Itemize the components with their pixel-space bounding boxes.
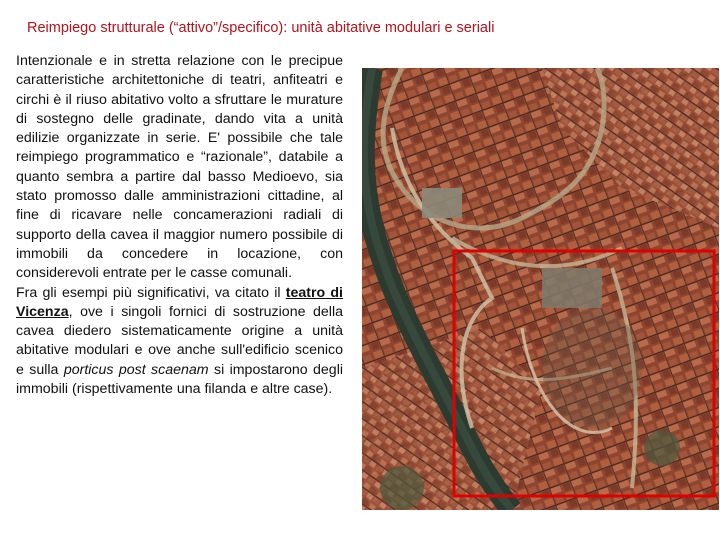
body-text [16,52,343,399]
highlight-teatro-vicenza: teatro di Vicenza [16,284,343,320]
aerial-photo-icon [362,68,719,510]
slide-title: Reimpiego strutturale (“attivo”/specifico): unità abitative modulari e seriali [27,20,495,36]
aerial-photo [362,68,719,510]
paragraph-example-intro: Fra gli esempi più significativi, va citato il [16,284,286,301]
paragraph-intro: Intenzionale e in stretta relazione con le precipue caratteristiche architettoniche di teatri, anfiteatri e circhi è il riuso abitativo volto a sfruttare le murature di sostegno delle gradinate, dando vita a unità edilizie organizzate in serie. E' possibile che tale reimpiego programmatico e “razionale”, databile a quanto sembra a partire dal basso Medioevo, sia stato promosso dalle amministrazioni cittadine, al fine di ricavare nelle concamerazioni radiali di supporto della cavea il maggior numero possibile di immobili da concedere in locazione, con considerevoli entrate per le casse comunali. [16,53,343,282]
italic-porticus: porticus post scaenam [63,361,209,378]
paragraph-example-middle: , ove i singoli fornici di sostruzione della cavea diedero sistematicamente origine a unità abitative modulari e ove anche sull'edificio scenico e sulla [16,303,343,378]
paragraph-example-end: si impostarono degli immobili (rispettivamente una filanda e altre case). [16,361,344,398]
paragraph-example [16,284,343,400]
